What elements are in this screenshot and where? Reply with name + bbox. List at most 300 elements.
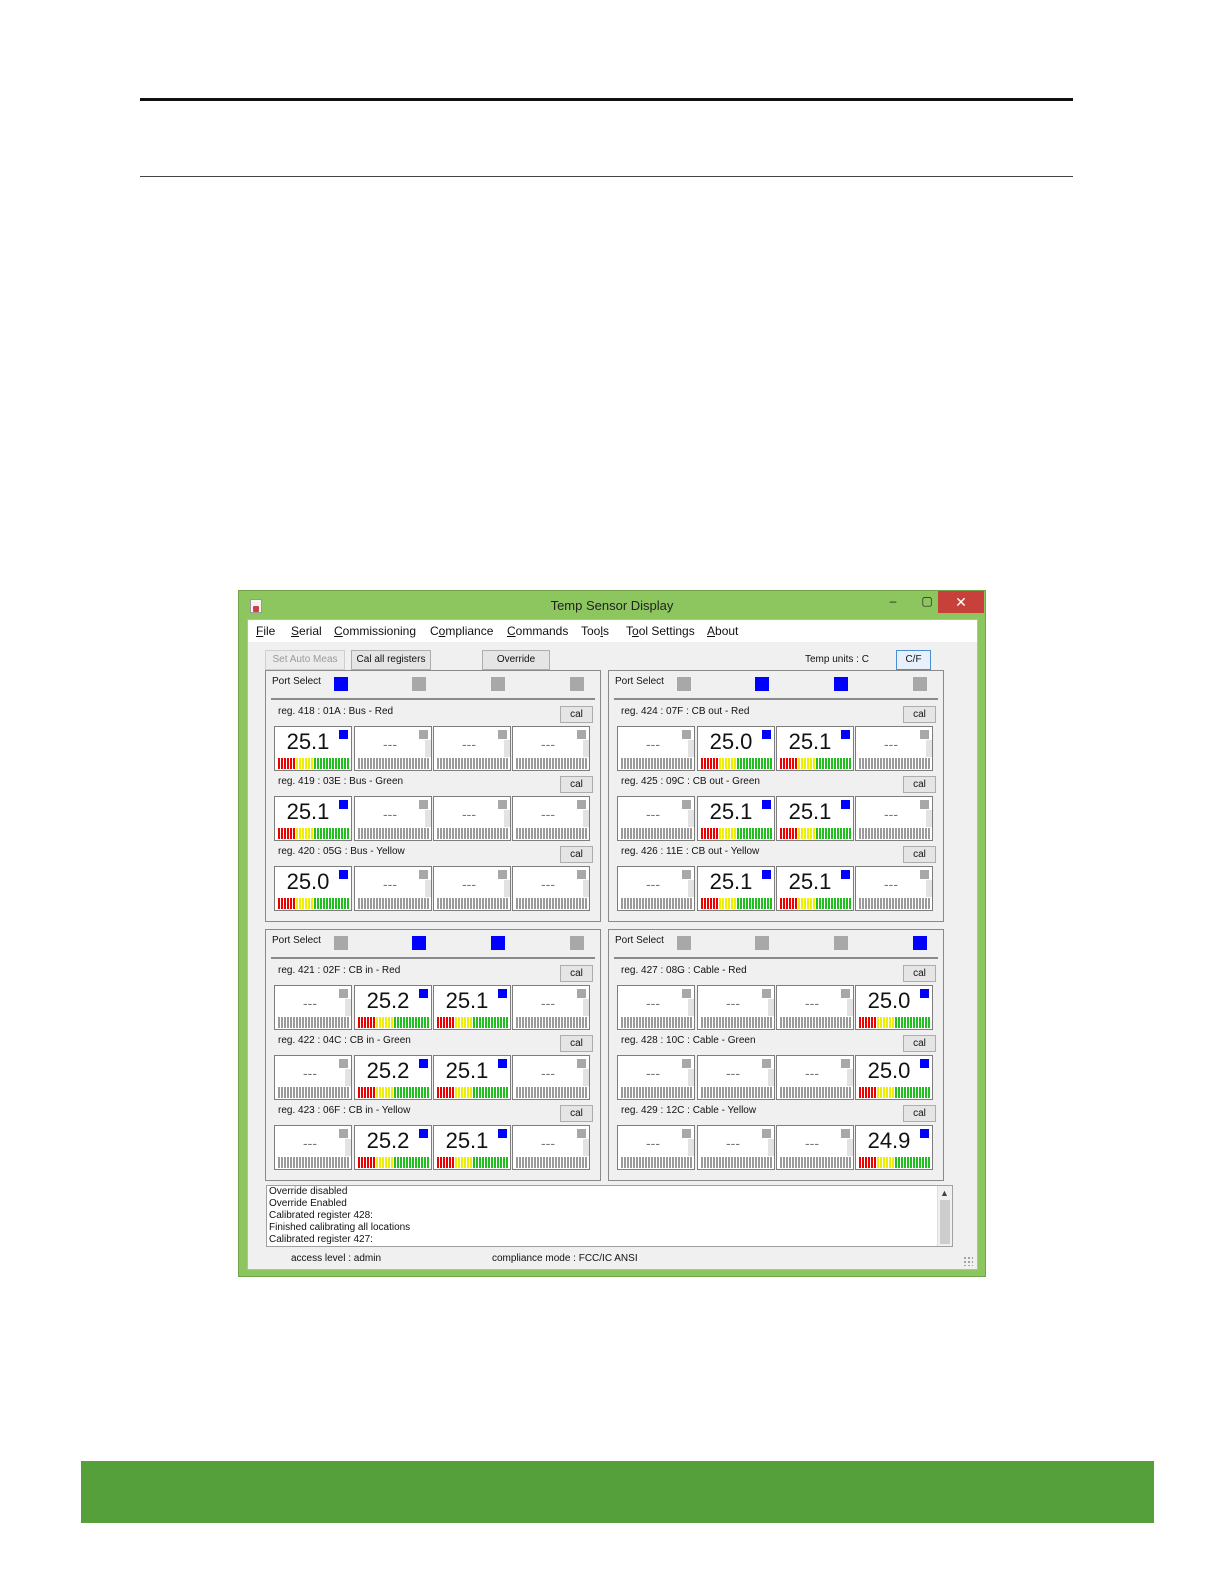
port-select-square[interactable] (412, 936, 426, 950)
port-select-square[interactable] (570, 677, 584, 691)
status-indicator-icon (419, 1059, 428, 1068)
sensor-cell (617, 866, 695, 911)
sensor-cell (855, 1055, 933, 1100)
status-indicator-icon (920, 730, 929, 739)
cell-side-strip (768, 1139, 774, 1156)
status-indicator-icon (419, 800, 428, 809)
menu-item-3[interactable]: Compliance (430, 624, 494, 638)
sensor-value: --- (884, 736, 898, 752)
sensor-value: 25.2 (366, 988, 410, 1013)
cal-button[interactable]: cal (560, 1035, 593, 1052)
port-select-square[interactable] (677, 677, 691, 691)
sensor-value: --- (383, 876, 397, 892)
level-bar (358, 758, 430, 769)
status-indicator-icon (682, 1129, 691, 1138)
sensor-cell (274, 796, 352, 841)
sensor-value: 25.1 (709, 869, 753, 894)
cell-side-strip (768, 999, 774, 1016)
group-divider (614, 957, 938, 959)
port-group-1 (608, 670, 944, 922)
level-bar (358, 898, 430, 909)
menu-item-4[interactable]: Commands (507, 624, 569, 638)
level-bar (516, 828, 588, 839)
status-indicator-icon (762, 989, 771, 998)
level-bar (701, 1087, 773, 1098)
cal-button[interactable]: cal (903, 965, 936, 982)
sensor-value: 24.9 (867, 1128, 911, 1153)
sensor-value: 25.1 (286, 729, 330, 754)
port-select-square[interactable] (491, 677, 505, 691)
menu-bar (248, 620, 977, 642)
level-bar (621, 758, 693, 769)
level-bar (621, 1157, 693, 1168)
register-row (274, 774, 592, 844)
status-indicator-icon (498, 800, 507, 809)
cell-side-strip (583, 810, 589, 827)
cal-all-registers-button[interactable]: Cal all registers (351, 650, 431, 670)
status-indicator-icon (762, 1129, 771, 1138)
cell-side-strip (583, 1139, 589, 1156)
port-select-square[interactable] (834, 936, 848, 950)
level-bar (621, 1017, 693, 1028)
sensor-cell (776, 1055, 854, 1100)
scroll-thumb[interactable] (940, 1200, 950, 1244)
register-row (617, 1103, 935, 1173)
cal-button[interactable]: cal (560, 1105, 593, 1122)
level-bar (701, 1157, 773, 1168)
cell-side-strip (847, 999, 853, 1016)
status-indicator-icon (920, 870, 929, 879)
port-select-square[interactable] (755, 677, 769, 691)
sensor-value: 25.1 (788, 799, 832, 824)
level-bar (859, 828, 931, 839)
status-indicator-icon (498, 989, 507, 998)
app-window (238, 590, 986, 1277)
temp-units-label: Temp units : C (805, 654, 869, 665)
register-label: reg. 428 : 10C : Cable - Green (621, 1035, 756, 1046)
log-line: Calibrated register 428: (269, 1210, 373, 1221)
sensor-value: --- (805, 1135, 819, 1151)
sensor-cell (776, 985, 854, 1030)
port-select-label: Port Select (615, 935, 664, 946)
log-line: Override Enabled (269, 1198, 347, 1209)
register-label: reg. 422 : 04C : CB in - Green (278, 1035, 411, 1046)
sensor-value: --- (805, 1065, 819, 1081)
register-label: reg. 424 : 07F : CB out - Red (621, 706, 750, 717)
log-line: Override disabled (269, 1186, 348, 1197)
level-bar (859, 1017, 931, 1028)
cell-side-strip (583, 999, 589, 1016)
sensor-value: 25.0 (867, 1058, 911, 1083)
sensor-value: --- (462, 876, 476, 892)
sensor-value: 25.0 (286, 869, 330, 894)
level-bar (859, 1157, 931, 1168)
port-select-square[interactable] (834, 677, 848, 691)
status-indicator-icon (682, 800, 691, 809)
level-bar (859, 1087, 931, 1098)
cf-toggle-button[interactable]: C/F (896, 650, 931, 670)
status-indicator-icon (841, 870, 850, 879)
status-indicator-icon (577, 870, 586, 879)
sensor-cell (855, 1125, 933, 1170)
level-bar (358, 1017, 430, 1028)
status-bar (248, 1250, 977, 1269)
level-bar (780, 1157, 852, 1168)
register-label: reg. 418 : 01A : Bus - Red (278, 706, 394, 717)
sensor-cell (433, 985, 511, 1030)
sensor-cell (697, 796, 775, 841)
sensor-value: --- (646, 1135, 660, 1151)
sensor-value: --- (646, 1065, 660, 1081)
register-label: reg. 427 : 08G : Cable - Red (621, 965, 747, 976)
register-row (617, 704, 935, 774)
register-label: reg. 421 : 02F : CB in - Red (278, 965, 401, 976)
sensor-cell (274, 866, 352, 911)
level-bar (278, 828, 350, 839)
title-bar[interactable] (239, 591, 985, 619)
group-divider (614, 698, 938, 700)
status-indicator-icon (577, 1129, 586, 1138)
sensor-cell (697, 866, 775, 911)
sensor-cell (617, 1125, 695, 1170)
cell-side-strip (688, 999, 694, 1016)
sensor-cell (433, 1125, 511, 1170)
status-indicator-icon (762, 730, 771, 739)
status-indicator-icon (498, 1059, 507, 1068)
register-label: reg. 419 : 03E : Bus - Green (278, 776, 404, 787)
sensor-value: 25.1 (788, 729, 832, 754)
level-bar (278, 1017, 350, 1028)
level-bar (516, 758, 588, 769)
port-select-label: Port Select (272, 676, 321, 687)
cell-side-strip (504, 810, 510, 827)
cell-side-strip (583, 740, 589, 757)
sensor-cell (354, 985, 432, 1030)
status-indicator-icon (577, 1059, 586, 1068)
scroll-up-icon[interactable]: ▲ (940, 1188, 949, 1198)
status-indicator-icon (841, 800, 850, 809)
log-scrollbar[interactable] (937, 1186, 952, 1246)
register-row (274, 1103, 592, 1173)
port-select-square[interactable] (334, 677, 348, 691)
cell-side-strip (345, 1069, 351, 1086)
cell-side-strip (583, 880, 589, 897)
sensor-cell (512, 866, 590, 911)
level-bar (437, 1017, 509, 1028)
cal-button[interactable]: cal (560, 965, 593, 982)
register-row (274, 1033, 592, 1103)
status-indicator-icon (762, 800, 771, 809)
set-auto-meas-button[interactable]: Set Auto Meas (265, 650, 345, 670)
cell-side-strip (425, 880, 431, 897)
cell-side-strip (345, 1139, 351, 1156)
close-button[interactable]: ✕ (938, 591, 984, 613)
sensor-cell (512, 796, 590, 841)
cal-button[interactable]: cal (560, 846, 593, 863)
sensor-cell (697, 985, 775, 1030)
sensor-value: --- (646, 876, 660, 892)
status-indicator-icon (841, 730, 850, 739)
status-indicator-icon (577, 800, 586, 809)
cal-button[interactable]: cal (560, 776, 593, 793)
port-select-square[interactable] (334, 936, 348, 950)
sensor-value: 25.1 (445, 1128, 489, 1153)
port-select-square[interactable] (570, 936, 584, 950)
sensor-cell (855, 796, 933, 841)
menu-item-6[interactable]: Tool Settings (626, 624, 695, 638)
sensor-cell (433, 726, 511, 771)
port-select-square[interactable] (755, 936, 769, 950)
cell-side-strip (345, 999, 351, 1016)
status-indicator-icon (498, 730, 507, 739)
status-indicator-icon (762, 1059, 771, 1068)
status-indicator-icon (762, 870, 771, 879)
log-output[interactable] (266, 1185, 953, 1247)
cell-side-strip (847, 1069, 853, 1086)
sensor-cell (354, 1125, 432, 1170)
port-select-label: Port Select (272, 935, 321, 946)
sensor-value: 25.0 (867, 988, 911, 1013)
sensor-value: 25.2 (366, 1128, 410, 1153)
status-indicator-icon (419, 989, 428, 998)
sensor-cell (697, 1055, 775, 1100)
menu-item-1[interactable]: Serial (291, 624, 322, 638)
status-indicator-icon (682, 730, 691, 739)
sensor-value: --- (541, 1135, 555, 1151)
sensor-cell (274, 1055, 352, 1100)
sensor-cell (512, 1125, 590, 1170)
status-indicator-icon (339, 730, 348, 739)
level-bar (278, 1087, 350, 1098)
menu-item-2[interactable]: Commissioning (334, 624, 417, 638)
level-bar (701, 828, 773, 839)
override-button[interactable]: Override (482, 650, 550, 670)
sensor-cell (697, 726, 775, 771)
access-level-status: access level : admin (291, 1253, 382, 1264)
cal-button[interactable]: cal (903, 1035, 936, 1052)
status-indicator-icon (841, 1129, 850, 1138)
level-bar (516, 1157, 588, 1168)
level-bar (701, 1017, 773, 1028)
footer-bar (81, 1461, 1154, 1523)
level-bar (701, 898, 773, 909)
cell-side-strip (688, 1069, 694, 1086)
sensor-value: 25.1 (788, 869, 832, 894)
sensor-cell (776, 796, 854, 841)
level-bar (437, 1157, 509, 1168)
cal-button[interactable]: cal (903, 1105, 936, 1122)
status-indicator-icon (339, 989, 348, 998)
level-bar (516, 1087, 588, 1098)
maximize-button[interactable]: ▢ (921, 594, 933, 608)
sensor-cell (617, 796, 695, 841)
level-bar (358, 1087, 430, 1098)
header-subrule (140, 176, 1073, 177)
cell-side-strip (847, 1139, 853, 1156)
sensor-cell (274, 726, 352, 771)
status-indicator-icon (498, 1129, 507, 1138)
status-indicator-icon (577, 989, 586, 998)
sensor-value: --- (303, 995, 317, 1011)
sensor-value: --- (383, 736, 397, 752)
sensor-value: --- (884, 806, 898, 822)
sensor-cell (617, 985, 695, 1030)
sensor-value: 25.0 (709, 729, 753, 754)
level-bar (437, 828, 509, 839)
port-select-square[interactable] (412, 677, 426, 691)
sensor-value: --- (541, 995, 555, 1011)
sensor-value: --- (462, 806, 476, 822)
port-select-square[interactable] (677, 936, 691, 950)
register-label: reg. 426 : 11E : CB out - Yellow (621, 846, 760, 857)
sensor-value: --- (726, 1065, 740, 1081)
group-divider (271, 698, 595, 700)
sensor-value: --- (303, 1135, 317, 1151)
port-select-square[interactable] (913, 936, 927, 950)
register-row (274, 963, 592, 1033)
register-label: reg. 420 : 05G : Bus - Yellow (278, 846, 405, 857)
window-title: Temp Sensor Display (550, 598, 674, 613)
status-indicator-icon (841, 1059, 850, 1068)
level-bar (516, 1017, 588, 1028)
client-area (247, 619, 978, 1270)
sensor-cell (354, 866, 432, 911)
level-bar (358, 1157, 430, 1168)
sensor-value: --- (726, 995, 740, 1011)
level-bar (516, 898, 588, 909)
sensor-value: --- (646, 995, 660, 1011)
sensor-cell (776, 726, 854, 771)
sensor-value: --- (303, 1065, 317, 1081)
log-line: Calibrated register 427: (269, 1234, 373, 1245)
sensor-value: --- (646, 736, 660, 752)
level-bar (780, 758, 852, 769)
menu-item-5[interactable]: Tools (581, 624, 610, 638)
sensor-cell (776, 1125, 854, 1170)
sensor-cell (776, 866, 854, 911)
sensor-value: 25.1 (286, 799, 330, 824)
register-row (617, 963, 935, 1033)
sensor-cell (855, 726, 933, 771)
port-select-square[interactable] (491, 936, 505, 950)
cal-button[interactable]: cal (903, 706, 936, 723)
cal-button[interactable]: cal (903, 776, 936, 793)
sensor-cell (274, 1125, 352, 1170)
sensor-cell (433, 796, 511, 841)
level-bar (278, 758, 350, 769)
level-bar (780, 1017, 852, 1028)
sensor-value: --- (541, 736, 555, 752)
sensor-cell (512, 985, 590, 1030)
cell-side-strip (504, 740, 510, 757)
cell-side-strip (768, 1069, 774, 1086)
sensor-value: 25.1 (445, 988, 489, 1013)
sensor-cell (354, 726, 432, 771)
resize-grip-icon[interactable] (963, 1256, 973, 1266)
menu-item-7[interactable]: About (707, 624, 739, 638)
cell-side-strip (688, 1139, 694, 1156)
register-label: reg. 423 : 06F : CB in - Yellow (278, 1105, 411, 1116)
cell-side-strip (504, 880, 510, 897)
port-select-label: Port Select (615, 676, 664, 687)
compliance-mode-status: compliance mode : FCC/IC ANSI (492, 1253, 638, 1264)
status-indicator-icon (339, 800, 348, 809)
sensor-value: 25.1 (709, 799, 753, 824)
register-row (617, 1033, 935, 1103)
status-indicator-icon (682, 989, 691, 998)
level-bar (358, 828, 430, 839)
sensor-cell (617, 1055, 695, 1100)
sensor-value: --- (884, 876, 898, 892)
register-row (274, 704, 592, 774)
level-bar (780, 898, 852, 909)
minimize-button[interactable]: – (889, 594, 897, 608)
level-bar (278, 1157, 350, 1168)
sensor-cell (512, 1055, 590, 1100)
status-indicator-icon (920, 989, 929, 998)
sensor-cell (274, 985, 352, 1030)
status-indicator-icon (841, 989, 850, 998)
sensor-cell (855, 866, 933, 911)
cell-side-strip (688, 880, 694, 897)
header-rule (140, 98, 1073, 101)
cell-side-strip (425, 810, 431, 827)
port-select-square[interactable] (913, 677, 927, 691)
sensor-cell (617, 726, 695, 771)
status-indicator-icon (339, 1059, 348, 1068)
level-bar (859, 898, 931, 909)
sensor-cell (697, 1125, 775, 1170)
level-bar (621, 1087, 693, 1098)
sensor-value: --- (383, 806, 397, 822)
register-label: reg. 429 : 12C : Cable - Yellow (621, 1105, 757, 1116)
level-bar (859, 758, 931, 769)
status-indicator-icon (920, 1059, 929, 1068)
cal-button[interactable]: cal (903, 846, 936, 863)
cell-side-strip (926, 810, 932, 827)
sensor-value: --- (541, 806, 555, 822)
sensor-cell (354, 796, 432, 841)
level-bar (621, 898, 693, 909)
status-indicator-icon (498, 870, 507, 879)
cell-side-strip (425, 740, 431, 757)
status-indicator-icon (419, 730, 428, 739)
port-group-2 (265, 929, 601, 1181)
sensor-value: --- (726, 1135, 740, 1151)
status-indicator-icon (920, 1129, 929, 1138)
sensor-cell (855, 985, 933, 1030)
level-bar (278, 898, 350, 909)
level-bar (437, 898, 509, 909)
port-group-0 (265, 670, 601, 922)
sensor-value: --- (462, 736, 476, 752)
sensor-cell (512, 726, 590, 771)
cell-side-strip (688, 740, 694, 757)
register-label: reg. 425 : 09C : CB out - Green (621, 776, 760, 787)
sensor-cell (433, 1055, 511, 1100)
sensor-cell (433, 866, 511, 911)
cell-side-strip (926, 880, 932, 897)
sensor-value: 25.1 (445, 1058, 489, 1083)
cell-side-strip (688, 810, 694, 827)
sensor-value: --- (805, 995, 819, 1011)
menu-item-0[interactable]: File (256, 624, 276, 638)
register-row (617, 774, 935, 844)
level-bar (621, 828, 693, 839)
cal-button[interactable]: cal (560, 706, 593, 723)
sensor-value: --- (541, 1065, 555, 1081)
status-indicator-icon (339, 870, 348, 879)
